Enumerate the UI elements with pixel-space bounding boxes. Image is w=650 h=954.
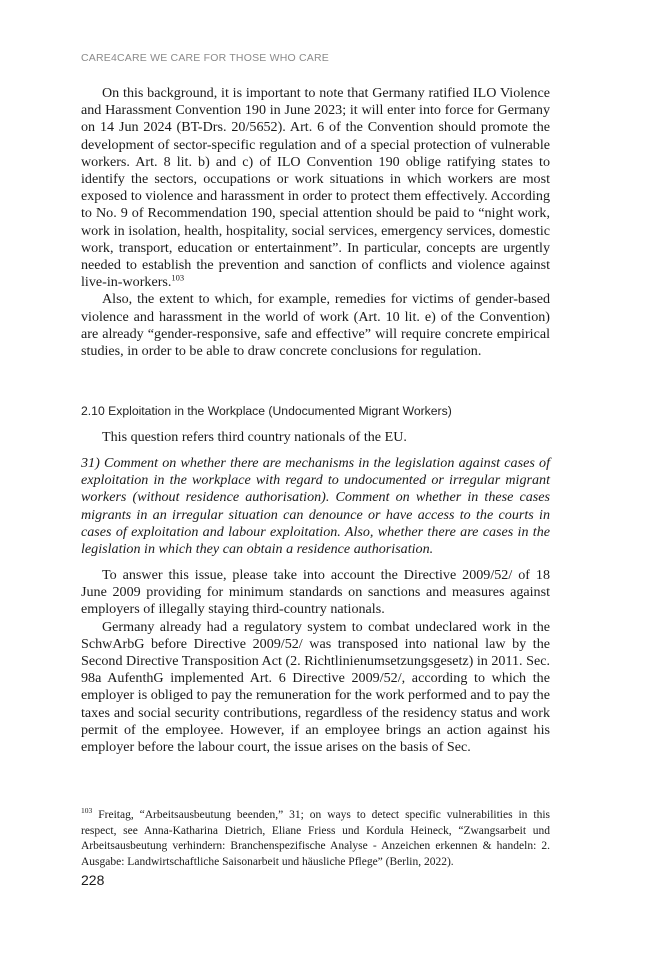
paragraph-text: On this background, it is important to note that Germany ratified ILO Violence and Harassment Convention 190 in June 2023; it will enter into force for Germany on 14 Jun 2024 (BT-Drs. 20/5652). Art. 6 of the Convention should promote the development of sector-specific regulation and of a special protection of vulnerable workers. Art. 8 lit. b) and c) of ILO Convention 190 oblige ratifying states to identify the sectors, occupations or work situations in which workers are most exposed to violence and harassment in order to protect them effectively. According to No. 9 of Recommendation 190, special attention should be paid to “night work, work in isolation, health, hospitality, social services, emergency services, domestic work, transport, education or entertainment”. In particular, concepts are urgently needed to establish the prevention and sanction of conflicts and violence against live-in-workers. — [81, 85, 550, 291]
paragraph: This question refers third country nationals of the EU. — [102, 429, 407, 445]
section-intro — [81, 429, 550, 446]
paragraph: Germany already had a regulatory system to combat undeclared work in the SchwArbG before Directive 2009/52/ was transposed into national law by the Second Directive Transposition Act (2. Richtlinienumsetzungsgesetz) in 2011. Sec. 98a AufenthG implemented Art. 6 Directive 2009/52/, according to which the employer is obliged to pay the remuneration for the work performed and to pay the taxes and social security contributions, regardless of the residency status and work permit of the employee. However, if an employee brings an action against his employer before the labour court, the issue arises on the basis of Sec. — [81, 618, 550, 756]
footnote-number: 103 — [81, 806, 93, 816]
paragraph: To answer this issue, please take into account the Directive 2009/52/ of 18 June 2009 providing for minimum standards on sanctions and measures against employers of illegally staying third-country nationals. — [81, 567, 550, 618]
questionnaire-question: 31) Comment on whether there are mechanisms in the legislation against cases of exploitation in the workplace with regard to undocumented or irregular migrant workers (without residence authorisation). Comment on whether in these cases migrants in an irregular situation can denounce or have access to the courts in cases of exploitation and labour exploitation. Also, whether there are cases in the legislation in which they can obtain a residence authorisation. — [81, 455, 550, 558]
footnote-text: Freitag, “Arbeitsausbeutung beenden,” 31; on ways to detect specific vulnerabilities in this respect, see Anna-Katharina Dietrich, Eliane Friess und Kordula Heineck, “Zwangsarbeit und Arbeitsausbeutung verhindern: Branchenspezifische Analyse - Anzeichen erkennen & handeln: 2. Ausgabe: Landwirtschaftliche Saisonarbeit und häusliche Pflege” (Berlin, 2022). — [81, 809, 550, 868]
footnote-reference[interactable]: 103 — [171, 272, 185, 283]
paragraph: Also, the extent to which, for example, remedies for victims of gender-based violence and harassment in the world of work (Art. 10 lit. e) of the Convention) are already “gender-responsive, safe and effective” will require concrete empirical studies, in order to be able to draw concrete conclusions for regulation. — [81, 291, 550, 360]
body-text-top — [81, 85, 550, 360]
page-number: 228 — [81, 872, 105, 888]
body-text-bottom — [81, 567, 550, 756]
running-header: CARE4CARE WE CARE FOR THOSE WHO CARE — [81, 52, 329, 64]
paragraph — [81, 85, 550, 291]
section-heading: 2.10 Exploitation in the Workplace (Undocumented Migrant Workers) — [81, 404, 452, 418]
footnote — [81, 808, 550, 870]
